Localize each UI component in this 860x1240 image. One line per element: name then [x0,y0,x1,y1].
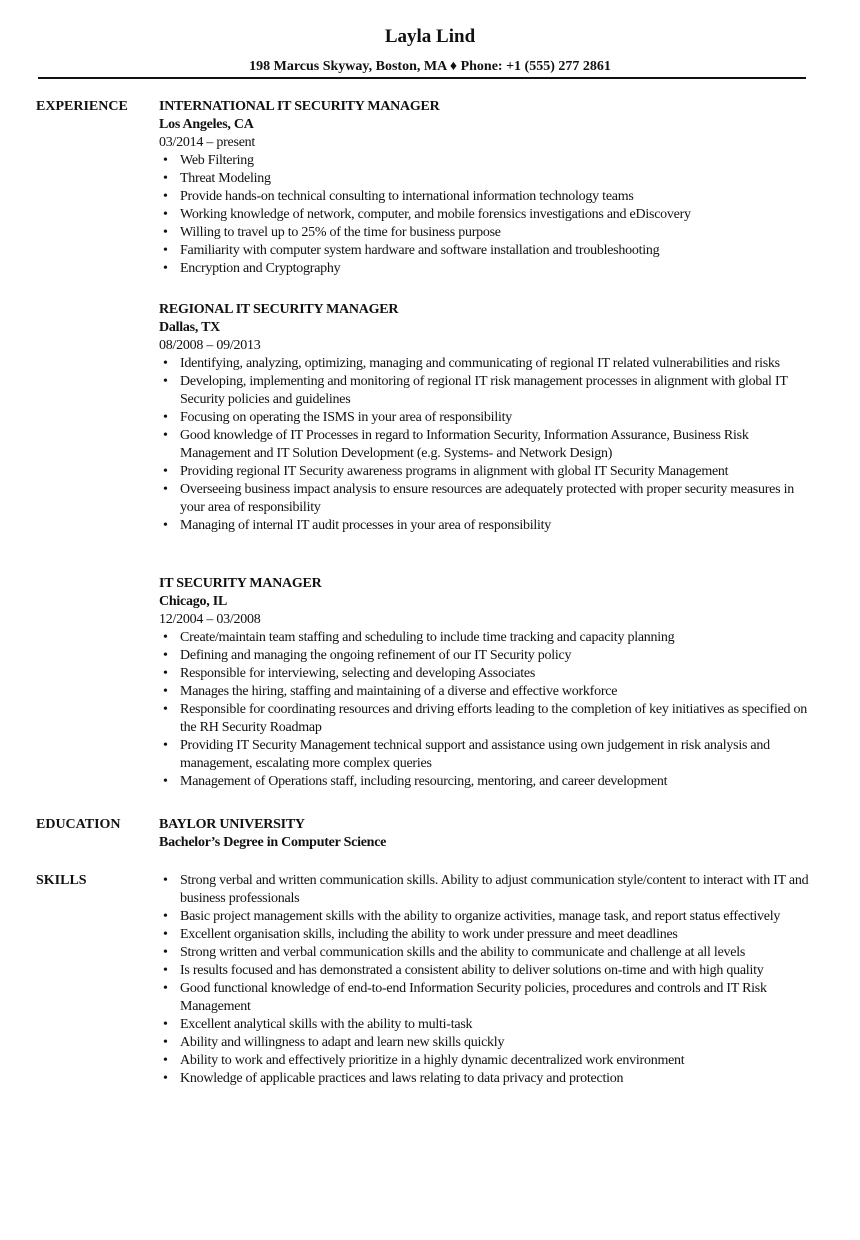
education-label: EDUCATION [36,817,121,832]
header-divider [38,77,806,79]
list-item: • Responsible for interviewing, selecting and developing Associates [180,665,819,683]
list-item: • Provide hands-on technical consulting to international information technology teams [180,188,819,206]
list-item: • Management of Operations staff, including resourcing, mentoring, and career development [180,773,819,791]
skill-item: • Good functional knowledge of end-to-end Information Security policies, procedures and controls and IT Risk Management [180,980,819,1016]
list-item: • Manages the hiring, staffing and maintaining of a diverse and effective workforce [180,683,819,701]
list-item: • Identifying, analyzing, optimizing, managing and communicating of regional IT related vulnerabilities and risks [180,355,819,373]
skills-label: SKILLS [36,873,87,888]
job-dates: 03/2014 – present [159,135,256,150]
education-entry [159,816,819,852]
list-item: • Working knowledge of network, computer, and mobile forensics investigations and eDiscovery [180,206,819,224]
experience-label: EXPERIENCE [36,99,128,114]
job-title: INTERNATIONAL IT SECURITY MANAGER [159,99,440,114]
list-item: • Web Filtering [180,152,819,170]
skills-list [159,872,819,1088]
job-bullets [159,629,819,791]
list-item: • Responsible for coordinating resources and driving efforts leading to the completion of key initiatives as specified on the RH Security Roadmap [180,701,819,737]
job-entry [159,301,819,535]
job-dates: 08/2008 – 09/2013 [159,338,261,353]
job-bullets [159,152,819,278]
job-location: Dallas, TX [159,320,221,335]
job-bullets [159,355,819,535]
job-location: Los Angeles, CA [159,117,254,132]
job-dates: 12/2004 – 03/2008 [159,612,261,627]
skills-entry [159,872,819,1088]
job-entry [159,575,819,791]
degree: Bachelor’s Degree in Computer Science [159,835,387,850]
job-location: Chicago, IL [159,594,228,609]
skill-item: • Excellent analytical skills with the ability to multi-task [180,1016,819,1034]
list-item: • Defining and managing the ongoing refinement of our IT Security policy [180,647,819,665]
skill-item: • Knowledge of applicable practices and laws relating to data privacy and protection [180,1070,819,1088]
skill-item: • Strong written and verbal communication skills and the ability to communicate and challenge at all levels [180,944,819,962]
school-name: BAYLOR UNIVERSITY [159,817,305,832]
list-item: • Encryption and Cryptography [180,260,819,278]
list-item: • Managing of internal IT audit processes in your area of responsibility [180,517,819,535]
list-item: • Create/maintain team staffing and scheduling to include time tracking and capacity planning [180,629,819,647]
skill-item: • Excellent organisation skills, including the ability to work under pressure and meet deadlines [180,926,819,944]
skill-item: • Ability to work and effectively prioritize in a highly dynamic decentralized work environment [180,1052,819,1070]
job-title: IT SECURITY MANAGER [159,576,322,591]
list-item: • Overseeing business impact analysis to ensure resources are adequately protected with proper security measures in your area of responsibility [180,481,819,517]
list-item: • Good knowledge of IT Processes in regard to Information Security, Information Assurance, Business Risk Management and IT Solution Development (e.g. Systems- and Network Design) [180,427,819,463]
list-item: • Developing, implementing and monitoring of regional IT risk management processes in alignment with global IT Security policies and guidelines [180,373,819,409]
list-item: • Providing regional IT Security awareness programs in alignment with global IT Security Management [180,463,819,481]
candidate-name: Layla Lind [384,26,476,47]
list-item: • Focusing on operating the ISMS in your area of responsibility [180,409,819,427]
list-item: • Providing IT Security Management technical support and assistance using own judgement in risk analysis and management, escalating more complex queries [180,737,819,773]
list-item: • Familiarity with computer system hardware and software installation and troubleshooting [180,242,819,260]
skill-item: • Basic project management skills with the ability to organize activities, manage task, and report status effectively [180,908,819,926]
skill-item: • Ability and willingness to adapt and learn new skills quickly [180,1034,819,1052]
skill-item: • Is results focused and has demonstrated a consistent ability to deliver solutions on-time and with high quality [180,962,819,980]
job-title: REGIONAL IT SECURITY MANAGER [159,302,399,317]
skill-item: • Strong verbal and written communication skills. Ability to adjust communication style/content to interact with IT and business professionals [180,872,819,908]
list-item: • Threat Modeling [180,170,819,188]
contact-line: 198 Marcus Skyway, Boston, MA ♦ Phone: +1 (555) 277 2861 [249,59,611,74]
list-item: • Willing to travel up to 25% of the time for business purpose [180,224,819,242]
job-entry [159,98,819,278]
